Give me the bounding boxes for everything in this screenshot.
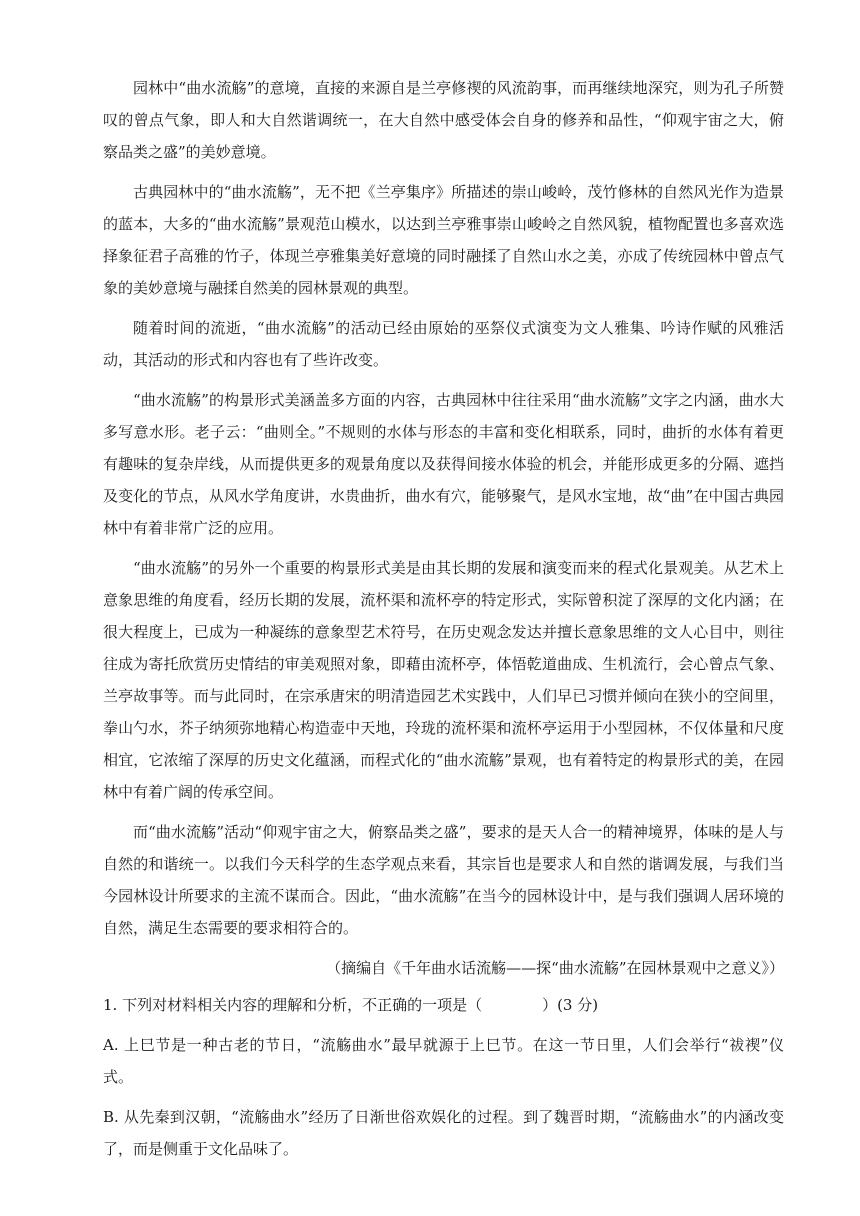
question-option-b: B. 从先秦到汉朝，“流觞曲水”经历了日渐世俗欢娱化的过程。到了魏晋时期，“流觞曲水”的内涵改变了，而是侧重于文化品味了。 [103,1108,784,1158]
article-paragraph-3: 随着时间的流逝，“曲水流觞”的活动已经由原始的巫祭仪式演变为文人雅集、吟诗作赋的风雅活动，其活动的形式和内容也有了些许改变。 [103,319,784,369]
question-option-a: A. 上巳节是一种古老的节日，“流觞曲水”最早就源于上巳节。在这一节日里，人们会举行“祓禊”仪式。 [103,1036,784,1086]
article-source: （摘编自《千年曲水话流觞——探“曲水流觞”在园林景观中之意义》） [326,959,784,977]
article-paragraph-4: “曲水流觞”的构景形式美涵盖多方面的内容，古典园林中往往采用“曲水流觞”文字之内涵，曲水大多写意水形。老子云：“曲则全。”不规则的水体与形态的丰富和变化相联系，同时，曲折的水体有着更有趣味的复杂岸线，从而提供更多的观景角度以及获得间接水体验的机会，并能形成更多的分隔、遮挡及变化的节点，从风水学角度讲，水贵曲折，曲水有穴，能够聚气，是风水宝地，故“曲”在中国古典园林中有着非常广泛的应用。 [103,391,784,537]
article-paragraph-2: 古典园林中的“曲水流觞”，无不把《兰亭集序》所描述的崇山峻岭，茂竹修林的自然风光作为造景的蓝本，大多的“曲水流觞”景观范山模水，以达到兰亭雅事崇山峻岭之自然风貌，植物配置也多喜欢选择象征君子高雅的竹子，体现兰亭雅集美好意境的同时融揉了自然山水之美，亦成了传统园林中曾点气象的美妙意境与融揉自然美的园林景观的典型。 [103,183,784,297]
question-stem: 1. 下列对材料相关内容的理解和分析，不正确的一项是（ ）(3 分) [103,996,599,1014]
article-paragraph-5: “曲水流觞”的另外一个重要的构景形式美是由其长期的发展和演变而来的程式化景观美。从艺术上意象思维的角度看，经历长期的发展，流杯渠和流杯亭的特定形式，实际曾积淀了深厚的文化内涵；在很大程度上，已成为一种凝练的意象型艺术符号，在历史观念发达并擅长意象思维的文人心目中，则往往成为寄托欣赏历史情结的审美观照对象，即藉由流杯亭，体悟乾道曲成、生机流行，会心曾点气象、兰亭故事等。而与此同时，在宗承唐宋的明清造园艺术实践中，人们早已习惯并倾向在狭小的空间里，拳山勺水，芥子纳须弥地精心构造壶中天地，玲珑的流杯渠和流杯亭运用于小型园林，不仅体量和尺度相宜，它浓缩了深厚的历史文化蕴涵，而程式化的“曲水流觞”景观，也有着特定的构景形式的美，在园林中有着广阔的传承空间。 [103,559,784,801]
article-paragraph-6: 而“曲水流觞”活动“仰观宇宙之大，俯察品类之盛”，要求的是天人合一的精神境界，体味的是人与自然的和谐统一。以我们今天科学的生态学观点来看，其宗旨也是要求人和自然的谐调发展，与我们当今园林设计所要求的主流不谋而合。因此，“曲水流觞”在当今的园林设计中，是与我们强调人居环境的自然，满足生态需要的要求相符合的。 [103,823,784,937]
article-paragraph-1: 园林中“曲水流觞”的意境，直接的来源自是兰亭修禊的风流韵事，而再继续地深究，则为孔子所赞叹的曾点气象，即人和大自然谐调统一，在大自然中感受体会自身的修养和品性，“仰观宇宙之大，俯察品类之盛”的美妙意境。 [103,79,784,161]
